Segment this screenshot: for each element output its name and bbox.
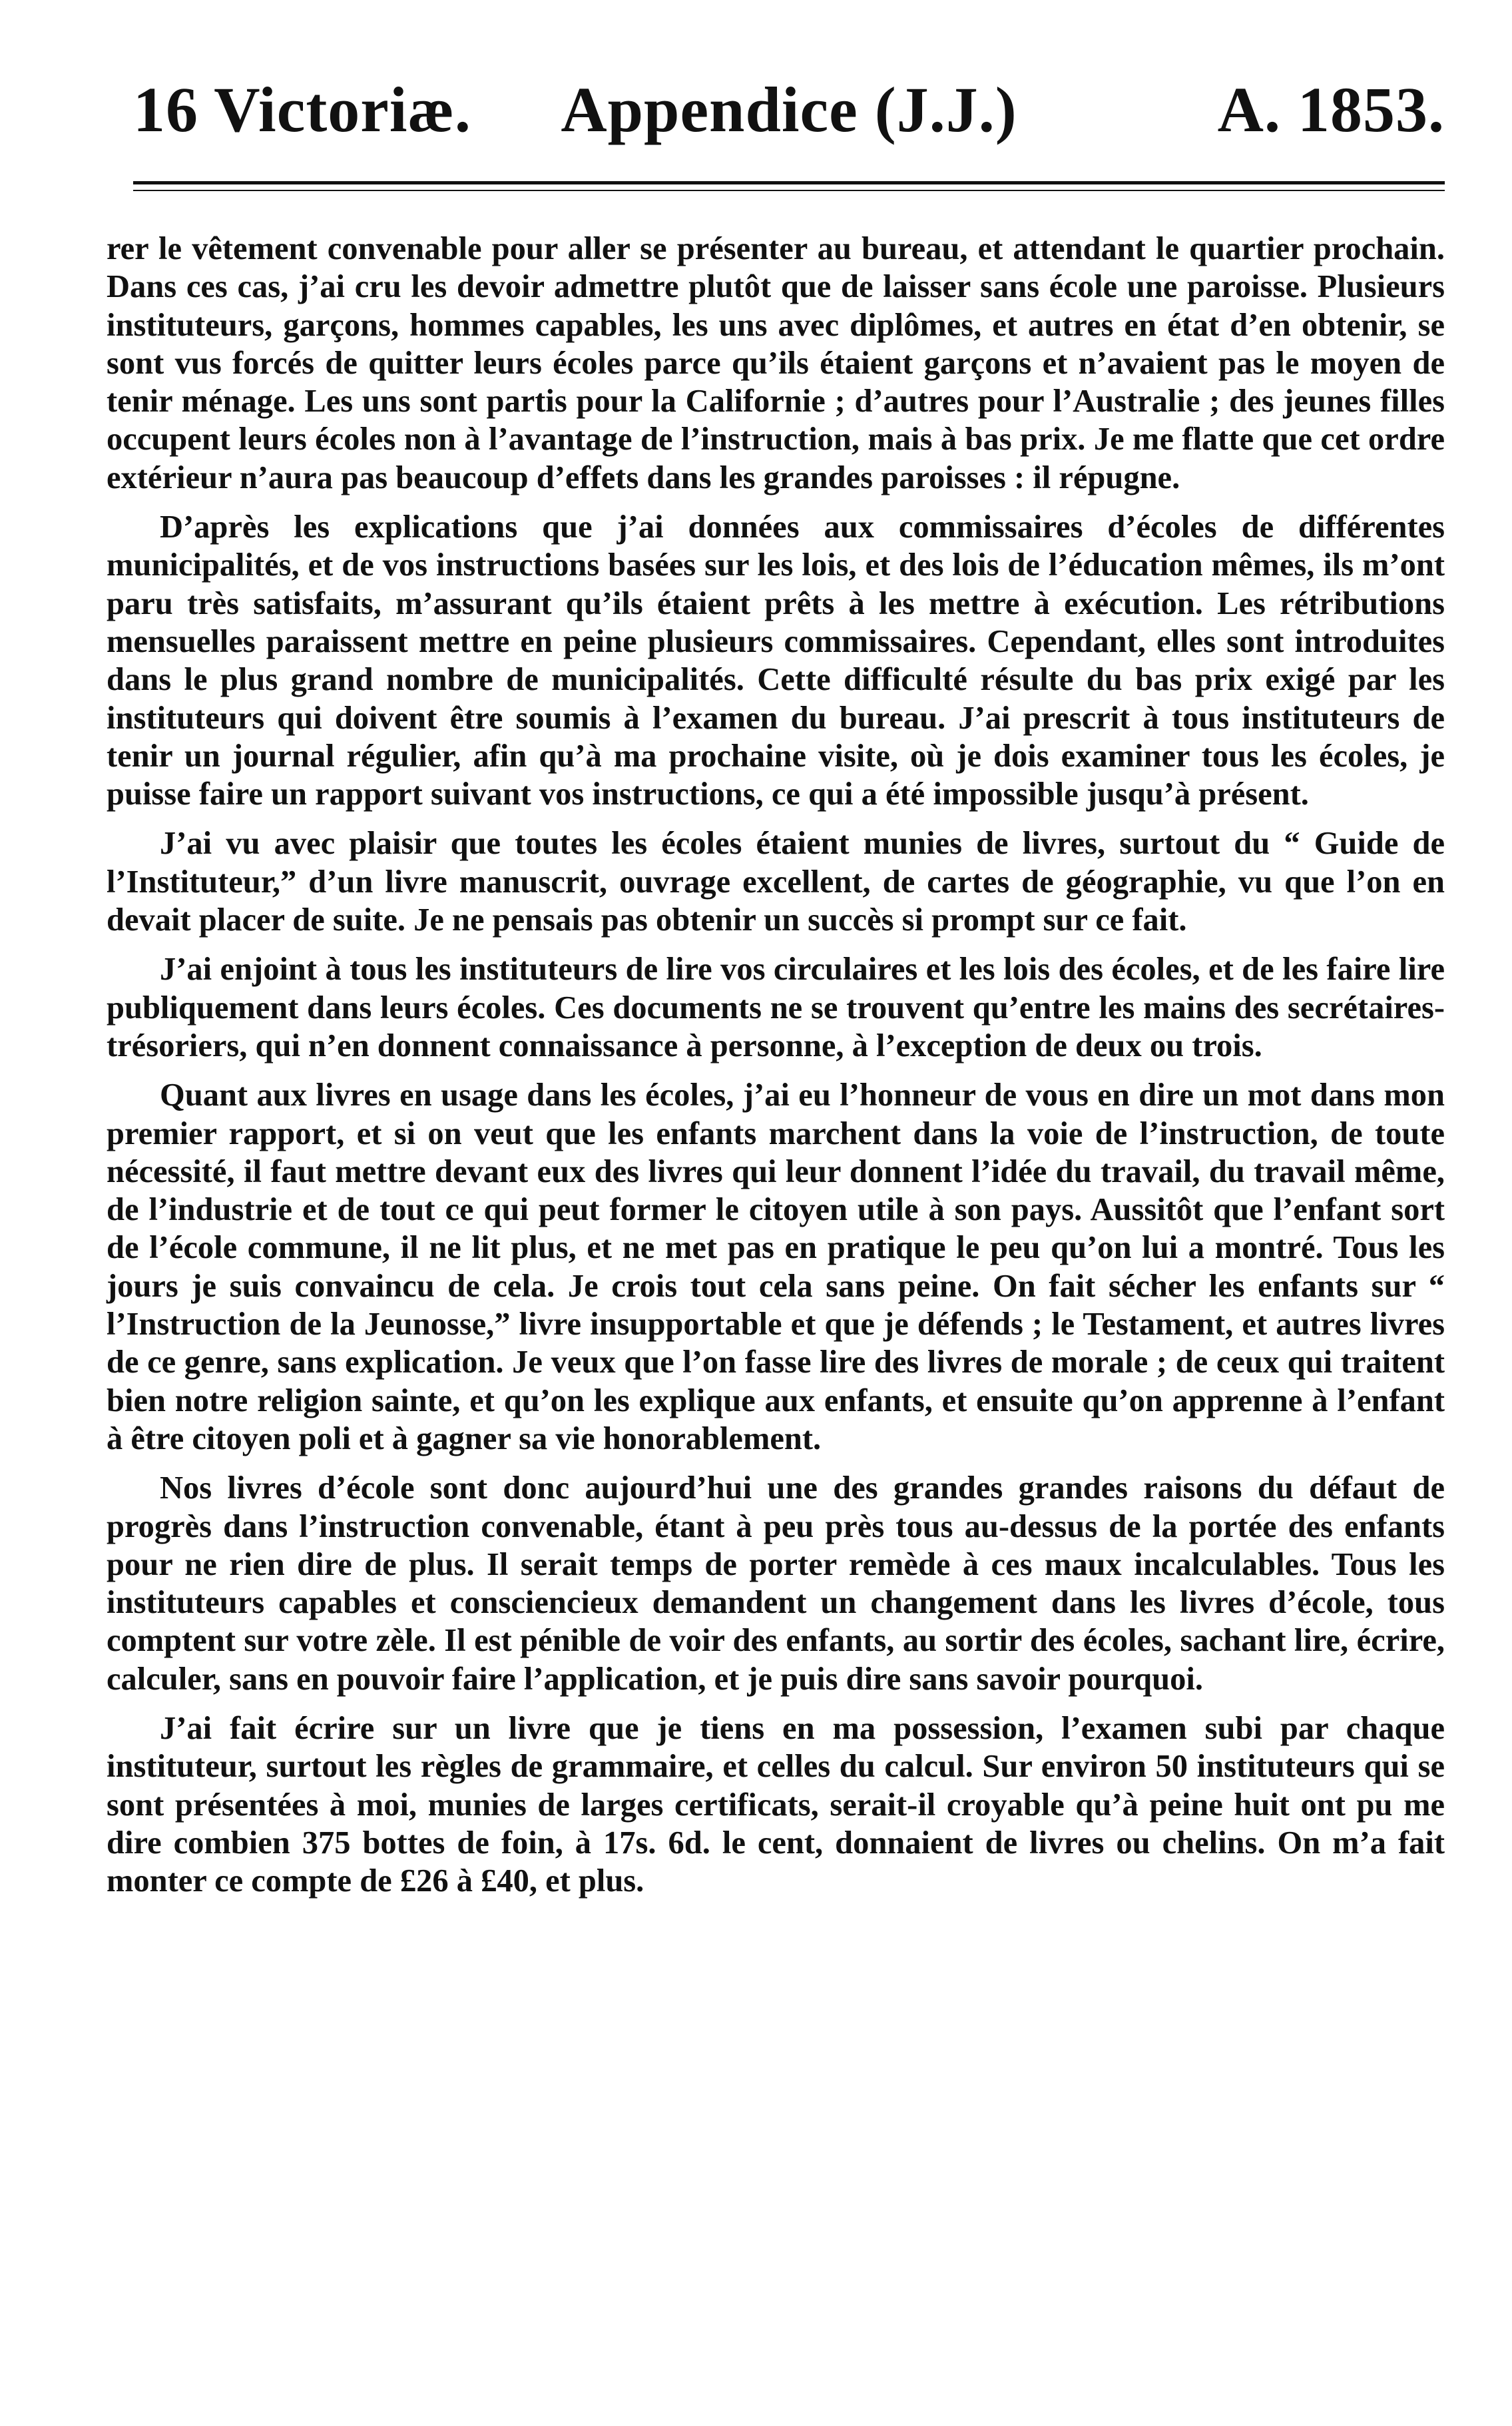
paragraph-school-books: Nos livres d’école sont donc aujourd’hui une des grandes grandes raisons du défaut de progrès dans l’instruction convenable, étant à peu près tous au-dessus de la portée des enfants pour ne rien dire de plus. Il serait temps de porter remède à ces maux incalculables. Tous les instituteurs capables et consciencieux demandent un changement dans les livres d’école, tous comptent sur votre zèle. Il est pénible de voir des enfants, au sortir des écoles, sachant lire, écrire, calculer, sans en pouvoir faire l’application, et je puis dire sans savoir pourquoi. <box>107 1470 1445 1697</box>
header-session-label: 16 Victoriæ. <box>133 74 471 145</box>
paragraph-books-supplied: J’ai vu avec plaisir que toutes les écoles étaient munies de livres, surtout du “ Guide de l’Instituteur,” d’un livre manuscrit, ouvrage excellent, de cartes de géographie, vu que l’on en devait placer de suite. Je ne pensais pas obtenir un succès si prompt sur ce fait. <box>107 826 1445 938</box>
header-rule-thin <box>133 190 1445 191</box>
paragraph-commissioners: D’après les explications que j’ai données aux commissaires d’écoles de différentes municipalités, et de vos instructions basées sur les lois, et des lois de l’éducation mêmes, ils m’ont paru très satisfaits, m’assurant qu’ils étaient prêts à les mettre à exécution. Les rétributions mensuelles paraissent mettre en peine plusieurs commissaires. Cependant, elles sont introduites dans le plus grand nombre de municipalités. Cette difficulté résulte du bas prix exigé par les instituteurs qui doivent être soumis à l’examen du bureau. J’ai prescrit à tous instituteurs de tenir un journal régulier, afin qu’à ma prochaine visite, où je dois examiner tous les écoles, je puisse faire un rapport suivant vos instructions, ce qui a été impossible jusqu’à présent. <box>107 509 1445 812</box>
header-rule-thick <box>133 181 1445 184</box>
paragraph-circulars: J’ai enjoint à tous les instituteurs de lire vos circulaires et les lois des écoles, et de les faire lire publiquement dans leurs écoles. Ces documents ne se trouvent qu’entre les mains des secrétaires-trésoriers, qui n’en donnent connaissance à personne, à l’exception de deux ou trois. <box>107 952 1445 1063</box>
paragraph-examination: J’ai fait écrire sur un livre que je tiens en ma possession, l’examen subi par chaque instituteur, surtout les règles de grammaire, et celles du calcul. Sur environ 50 instituteurs qui se sont présentées à moi, munies de larges certificats, serait-il croyable qu’à peine huit ont pu me dire combien 375 bottes de foin, à 17s. 6d. le cent, donnaient de livres ou chelins. On m’a fait monter ce compte de £26 à £40, et plus. <box>107 1710 1445 1899</box>
document-body <box>107 230 1445 1911</box>
header-year-label: A. 1853. <box>1217 74 1445 145</box>
running-header <box>133 63 1445 156</box>
paragraph-books-in-use: Quant aux livres en usage dans les écoles, j’ai eu l’honneur de vous en dire un mot dans mon premier rapport, et si on veut que les enfants marchent dans la voie de l’instruction, de toute nécessité, il faut mettre devant eux des livres qui leur donnent l’idée du travail, du travail même, de l’industrie et de tout ce qui peut former le citoyen utile à son pays. Aussitôt que l’enfant sort de l’école commune, il ne lit plus, et ne met pas en pratique le peu qu’on lui a montré. Tous les jours je suis convaincu de cela. Je crois tout cela sans peine. On fait sécher les enfants sur “ l’Instruction de la Jeunosse,” livre insupportable et que je défends ; le Testament, et autres livres de ce genre, sans explication. Je veux que l’on fasse lire des livres de morale ; de ceux qui traitent bien notre religion sainte, et qu’on les explique aux enfants, et ensuite qu’on apprenne à l’enfant à être citoyen poli et à gagner sa vie honorablement. <box>107 1077 1445 1456</box>
paragraph-continued: rer le vêtement convenable pour aller se présenter au bureau, et attendant le quartier prochain. Dans ces cas, j’ai cru les devoir admettre plutôt que de laisser sans école une paroisse. Plusieurs instituteurs, garçons, hommes capables, les uns avec diplômes, et autres en état d’en obtenir, se sont vus forcés de quitter leurs écoles parce qu’ils étaient garçons et n’avaient pas le moyen de tenir ménage. Les uns sont partis pour la Californie ; d’autres pour l’Australie ; des jeunes filles occupent leurs écoles non à l’avantage de l’instruction, mais à bas prix. Je me flatte que cet ordre extérieur n’aura pas beaucoup d’effets dans les grandes paroisses : il répugne. <box>107 231 1445 495</box>
header-appendix-label: Appendice (J.J.) <box>561 74 1017 145</box>
